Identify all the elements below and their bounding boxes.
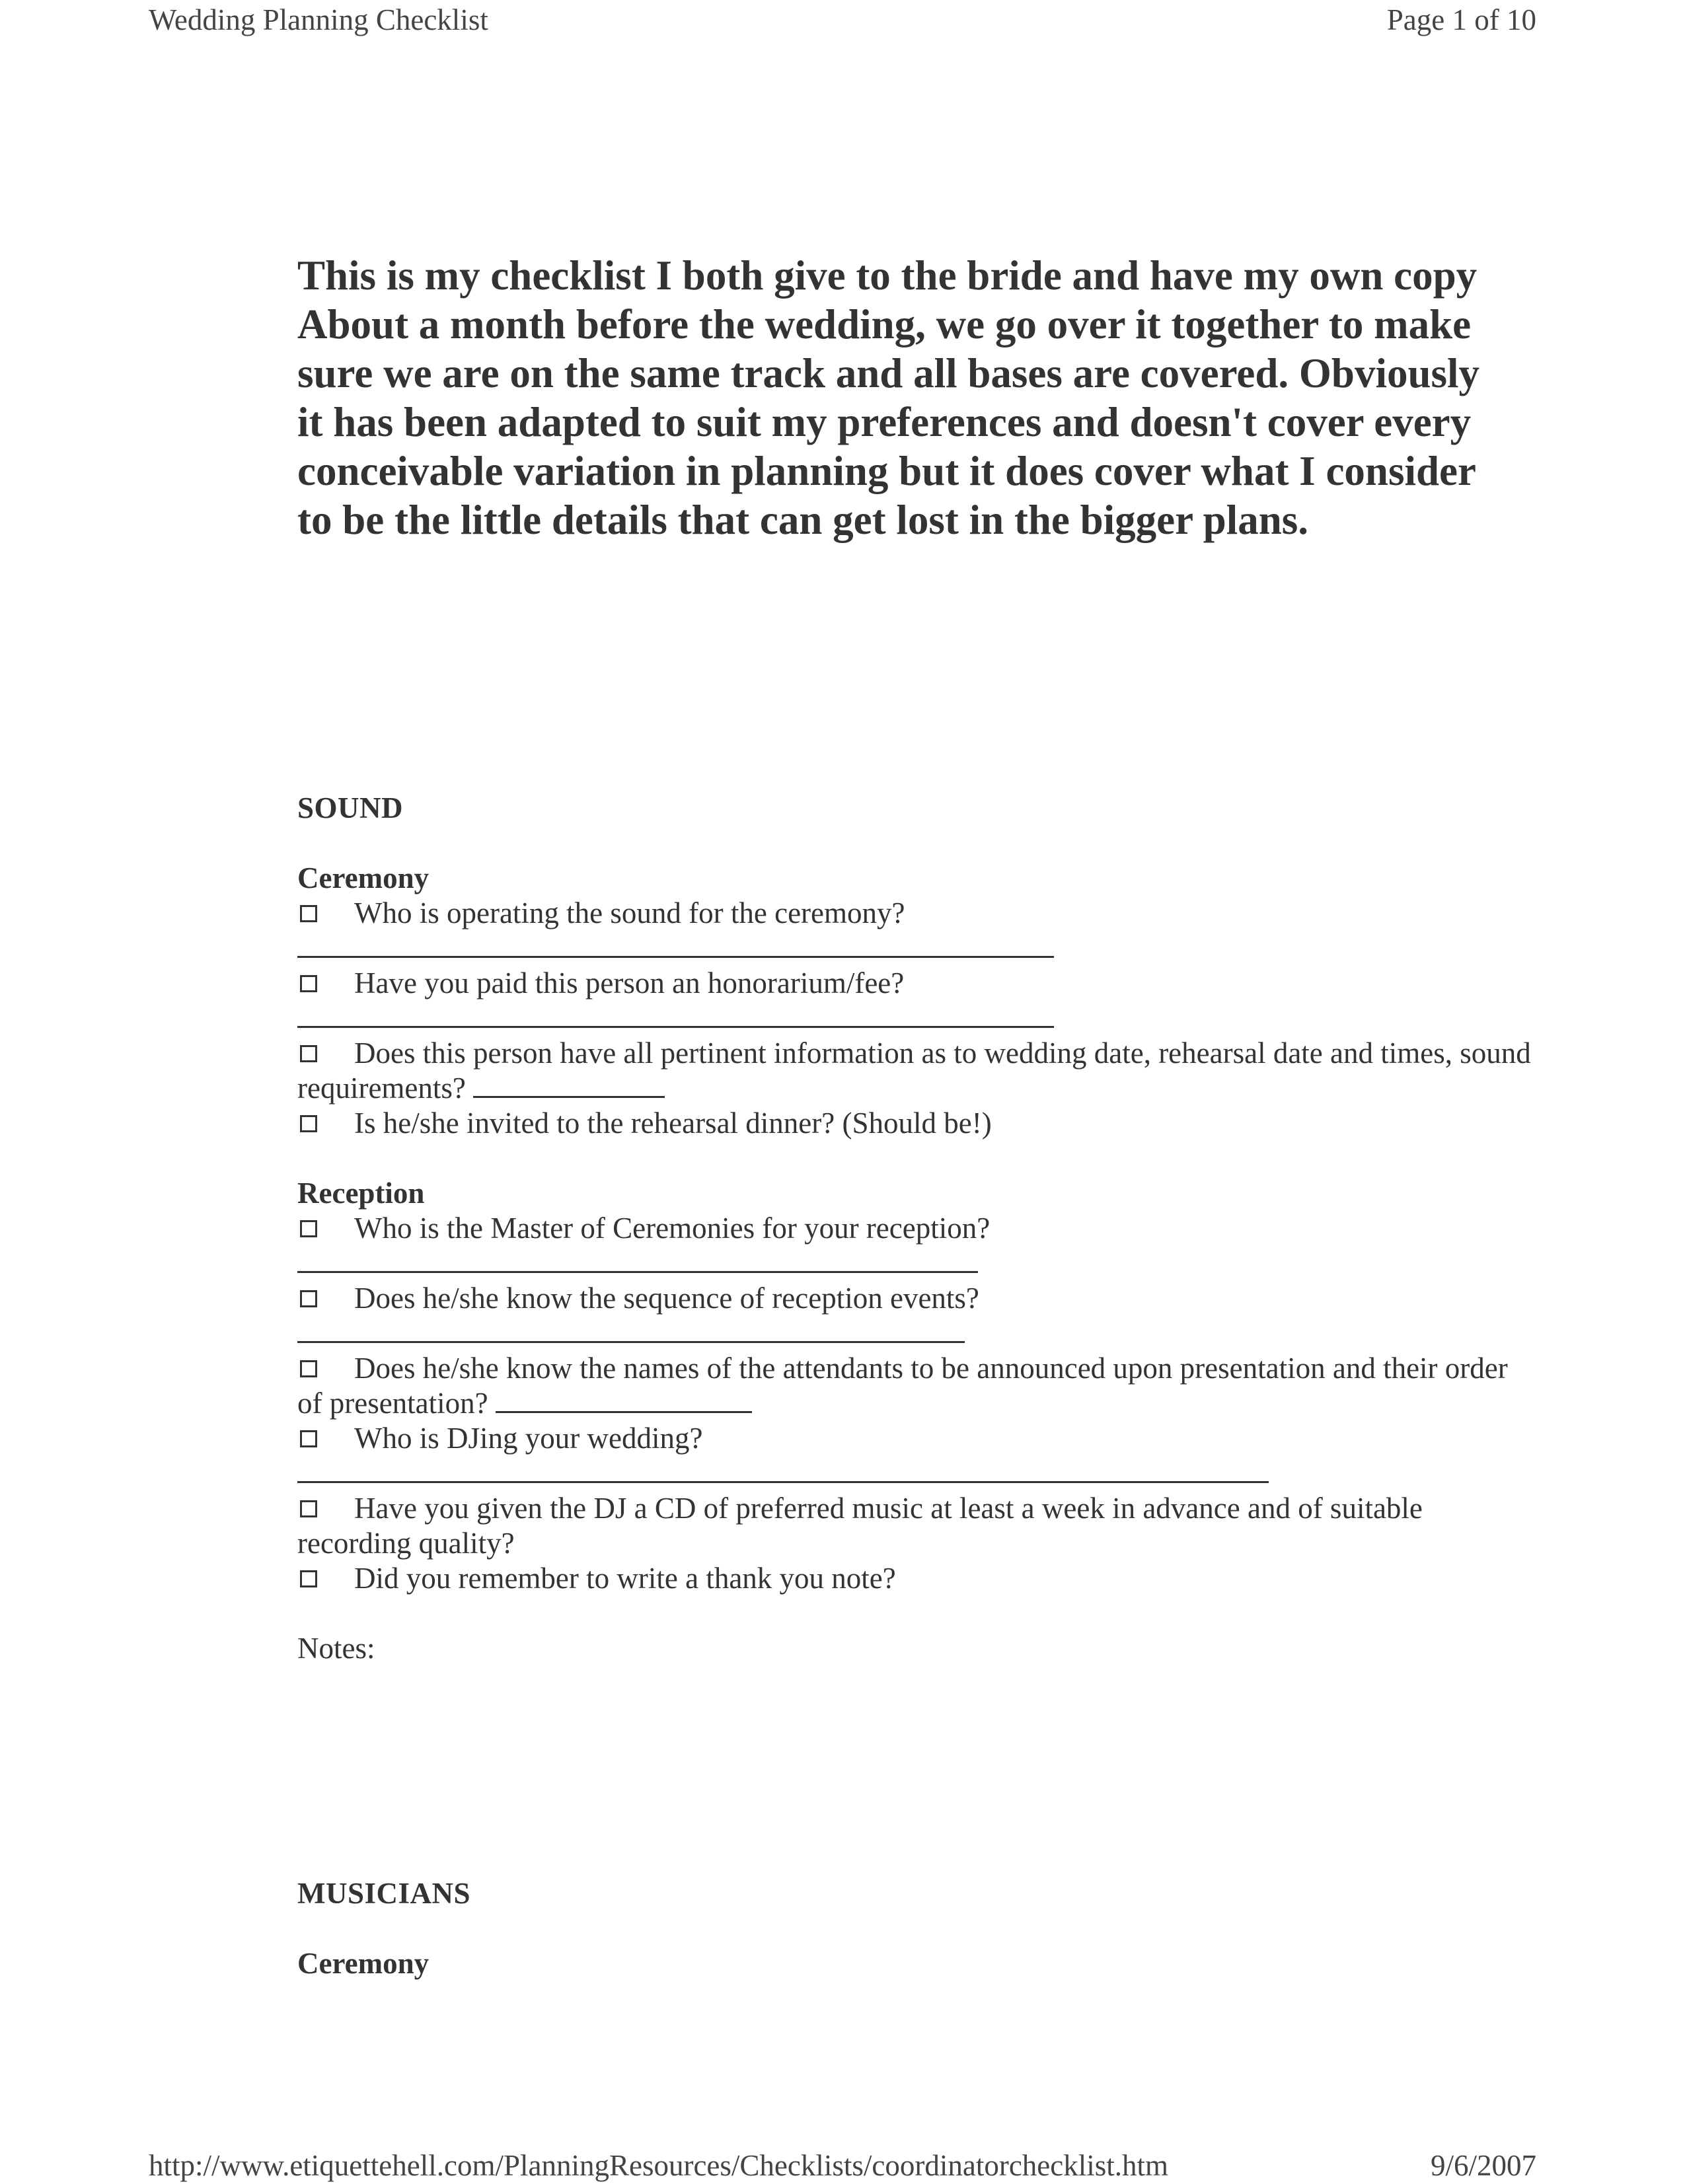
subsection-heading-ceremony: Ceremony	[297, 861, 430, 894]
checkbox[interactable]	[300, 1570, 317, 1587]
answer-line[interactable]	[297, 1003, 1054, 1028]
checklist-item	[297, 1281, 1540, 1316]
checklist-item-text: Who is DJing your wedding?	[354, 1422, 703, 1455]
checkbox[interactable]	[300, 1115, 317, 1132]
checkbox[interactable]	[300, 1430, 317, 1447]
checklist-item	[297, 896, 1540, 931]
checkbox[interactable]	[300, 1290, 317, 1307]
checklist-item	[297, 1561, 1540, 1596]
section-title-sound: SOUND	[297, 791, 404, 824]
checkbox[interactable]	[300, 1220, 317, 1237]
checklist-item-text: Did you remember to write a thank you note?	[354, 1562, 896, 1595]
section-title-musicians: MUSICIANS	[297, 1877, 471, 1910]
notes-label: Notes:	[297, 1632, 375, 1665]
intro-line: This is my checklist I both give to the bride and have my own copy	[297, 252, 1478, 299]
checklist-item	[297, 1211, 1540, 1246]
checklist-item	[297, 1351, 1540, 1421]
answer-line[interactable]	[297, 1319, 965, 1343]
footer-date: 9/6/2007	[1430, 2149, 1536, 2182]
intro-line: to be the little details that can get lost in the bigger plans.	[297, 497, 1309, 543]
checklist-item	[297, 1106, 1540, 1141]
checkbox[interactable]	[300, 1045, 317, 1062]
checkbox[interactable]	[300, 975, 317, 992]
checklist-item-text: Have you given the DJ a CD of preferred music at least a week in advance and of suitable recording quality?	[297, 1492, 1423, 1560]
checklist-item	[297, 966, 1540, 1001]
checklist-item-text: Is he/she invited to the rehearsal dinner? (Should be!)	[354, 1107, 992, 1140]
checklist-item	[297, 1036, 1540, 1106]
footer-url: http://www.etiquettehell.com/PlanningResources/Checklists/coordinatorchecklist.htm	[149, 2149, 1169, 2182]
subsection-heading-reception: Reception	[297, 1177, 425, 1210]
checklist-item-text: Have you paid this person an honorarium/fee?	[354, 966, 905, 1000]
intro-paragraph	[297, 251, 1536, 544]
intro-line: conceivable variation in planning but it does cover what I consider	[297, 448, 1476, 494]
answer-line[interactable]	[473, 1071, 665, 1098]
checklist-item-text: Who is the Master of Ceremonies for your reception?	[354, 1212, 991, 1245]
checkbox[interactable]	[300, 1360, 317, 1377]
checklist-item-text: Does this person have all pertinent information as to wedding date, rehearsal date and times, sound requirements?	[297, 1037, 1531, 1105]
page-number: Page 1 of 10	[1386, 3, 1536, 36]
header-title: Wedding Planning Checklist	[149, 3, 488, 36]
checklist-item	[297, 1491, 1540, 1561]
answer-line[interactable]	[297, 1459, 1269, 1483]
intro-line: it has been adapted to suit my preferences and doesn't cover every	[297, 399, 1472, 445]
intro-line: About a month before the wedding, we go over it together to make	[297, 301, 1472, 347]
intro-line: sure we are on the same track and all bases are covered. Obviously	[297, 350, 1480, 396]
checklist-content	[297, 791, 1540, 1981]
checklist-item-text: Does he/she know the names of the attendants to be announced upon presentation and their order of presentation?	[297, 1352, 1508, 1420]
checkbox[interactable]	[300, 1500, 317, 1517]
subsection-heading-ceremony: Ceremony	[297, 1947, 430, 1980]
checklist-item-text: Does he/she know the sequence of reception events?	[354, 1282, 979, 1315]
answer-line[interactable]	[297, 1249, 978, 1273]
checklist-item	[297, 1421, 1540, 1456]
answer-line[interactable]	[496, 1386, 752, 1413]
answer-line[interactable]	[297, 933, 1054, 958]
checkbox[interactable]	[300, 905, 317, 922]
checklist-item-text: Who is operating the sound for the ceremony?	[354, 896, 905, 929]
